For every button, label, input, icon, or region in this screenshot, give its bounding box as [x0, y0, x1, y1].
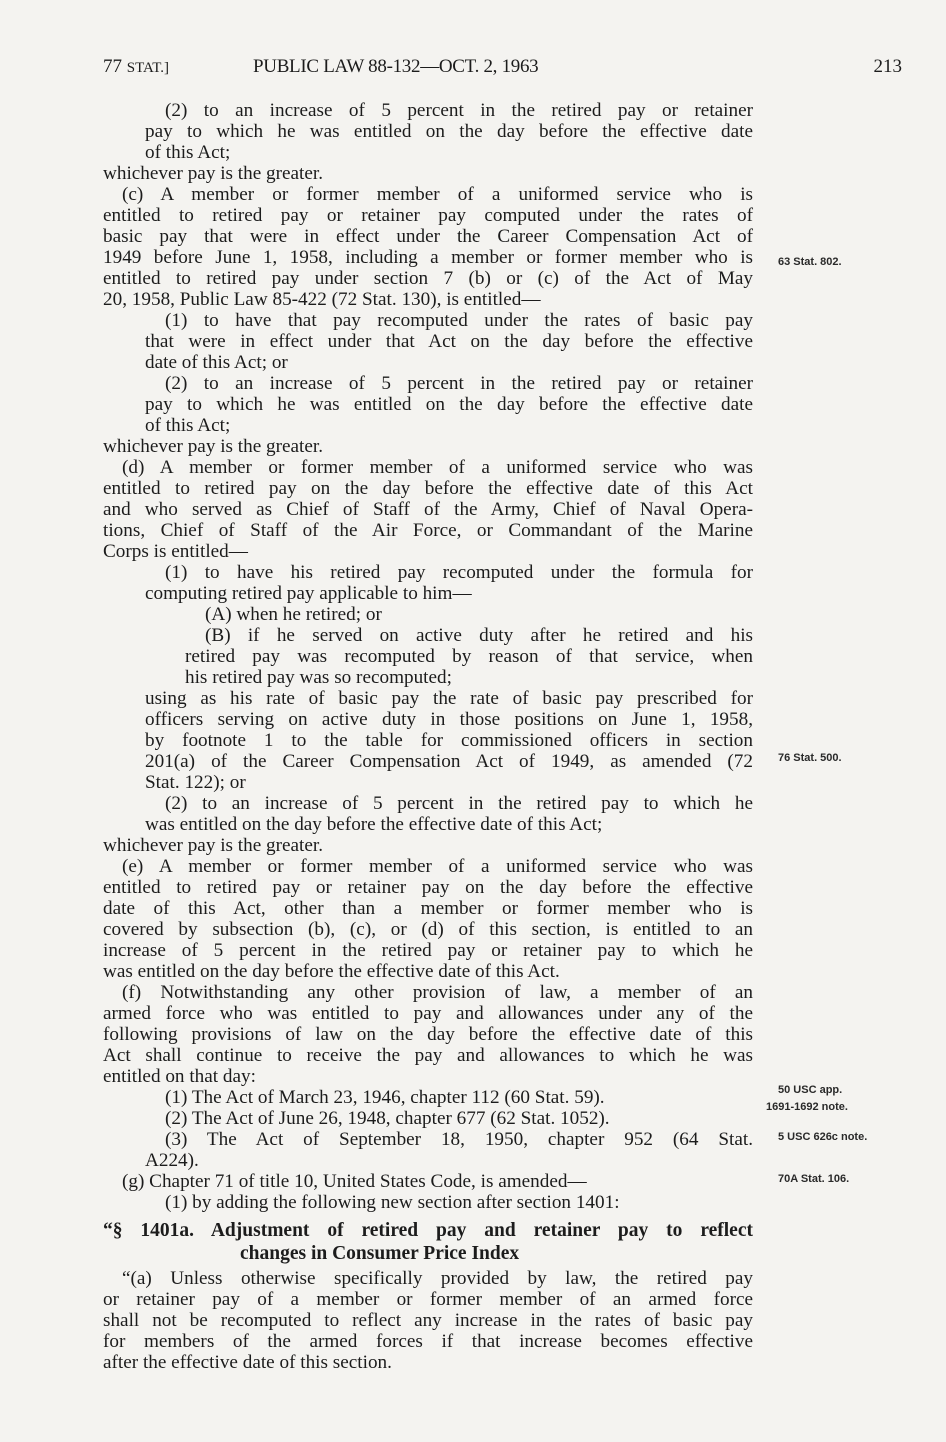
text-line: “(a) Unless otherwise specifically provided by law, the retired pay — [122, 1268, 753, 1289]
text-line: entitled on that day: — [103, 1066, 256, 1087]
text-line: and who served as Chief of Staff of the Army, Chief of Naval Opera- — [103, 499, 753, 520]
text-line: (1) The Act of March 23, 1946, chapter 112 (60 Stat. 59). — [165, 1087, 605, 1108]
text-line: Corps is entitled— — [103, 541, 248, 562]
text-line: for members of the armed forces if that increase becomes effective — [103, 1331, 753, 1352]
text-line: (1) to have that pay recomputed under the rates of basic pay — [165, 310, 753, 331]
text-line: entitled to retired pay on the day before the effective date of this Act — [103, 478, 753, 499]
text-line: after the effective date of this section. — [103, 1352, 392, 1373]
running-head-volume — [103, 56, 169, 78]
text-line: (1) by adding the following new section after section 1401: — [165, 1192, 620, 1213]
text-line: (1) to have his retired pay recomputed under the formula for — [165, 562, 753, 583]
text-line: basic pay that were in effect under the Career Compensation Act of — [103, 226, 753, 247]
text-line: (c) A member or former member of a uniformed service who is — [122, 184, 753, 205]
text-line: Stat. 122); or — [145, 772, 246, 793]
text-line: (2) to an increase of 5 percent in the retired pay or retainer — [165, 373, 753, 394]
text-line: that were in effect under that Act on the day before the effective — [145, 331, 753, 352]
text-line: pay to which he was entitled on the day before the effective date — [145, 121, 753, 142]
text-line: A224). — [145, 1150, 199, 1171]
text-line: armed force who was entitled to pay and allowances under any of the — [103, 1003, 753, 1024]
text-line: retired pay was recomputed by reason of that service, when — [185, 646, 753, 667]
text-line: computing retired pay applicable to him— — [145, 583, 472, 604]
margin-note: 70A Stat. 106. — [778, 1173, 850, 1185]
margin-note: 5 USC 626c note. — [778, 1131, 868, 1143]
statute-text — [103, 100, 753, 1213]
text-line: (g) Chapter 71 of title 10, United States Code, is amended— — [122, 1171, 587, 1192]
text-line: (2) to an increase of 5 percent in the retired pay to which he — [165, 793, 753, 814]
margin-note: 76 Stat. 500. — [778, 752, 842, 764]
text-line: (3) The Act of September 18, 1950, chapter 952 (64 Stat. — [165, 1129, 753, 1150]
text-line: (d) A member or former member of a uniformed service who was — [122, 457, 753, 478]
text-line: of this Act; — [145, 142, 231, 163]
text-line: (e) A member or former member of a uniformed service who was — [122, 856, 753, 877]
text-line: officers serving on active duty in those positions on June 1, 1958, — [145, 709, 753, 730]
text-line: increase of 5 percent in the retired pay or retainer pay to which he — [103, 940, 753, 961]
page-number: 213 — [873, 56, 902, 77]
document-body — [103, 100, 753, 1373]
text-line: 1949 before June 1, 1958, including a member or former member who is — [103, 247, 753, 268]
text-line: (f) Notwithstanding any other provision of law, a member of an — [122, 982, 753, 1003]
section-text — [103, 1268, 753, 1373]
text-line: his retired pay was so recomputed; — [185, 667, 452, 688]
section-heading-line: “§ 1401a. Adjustment of retired pay and retainer pay to reflect — [103, 1220, 753, 1241]
text-line: shall not be recomputed to reflect any increase in the rates of basic pay — [103, 1310, 753, 1331]
text-line: 201(a) of the Career Compensation Act of 1949, as amended (72 — [145, 751, 753, 772]
text-line: (A) when he retired; or — [205, 604, 382, 625]
volume-number: 77 — [103, 56, 122, 77]
text-line: entitled to retired pay under section 7 (b) or (c) of the Act of May — [103, 268, 753, 289]
text-line: entitled to retired pay or retainer pay computed under the rates of — [103, 205, 753, 226]
section-heading-line: changes in Consumer Price Index — [240, 1243, 520, 1264]
text-line: tions, Chief of Staff of the Air Force, or Commandant of the Marine — [103, 520, 753, 541]
text-line: (2) to an increase of 5 percent in the retired pay or retainer — [165, 100, 753, 121]
text-line: (B) if he served on active duty after he retired and his — [205, 625, 753, 646]
text-line: was entitled on the day before the effective date of this Act. — [103, 961, 560, 982]
text-line: date of this Act; or — [145, 352, 288, 373]
text-line: (2) The Act of June 26, 1948, chapter 677 (62 Stat. 1052). — [165, 1108, 610, 1129]
margin-note: 50 USC app. — [778, 1084, 843, 1096]
text-line: or retainer pay of a member or former member of an armed force — [103, 1289, 753, 1310]
margin-note: 1691-1692 note. — [766, 1101, 848, 1113]
text-line: whichever pay is the greater. — [103, 436, 324, 457]
text-line: of this Act; — [145, 415, 231, 436]
section-heading — [103, 1219, 753, 1265]
margin-note: 63 Stat. 802. — [778, 256, 842, 268]
text-line: by footnote 1 to the table for commissioned officers in section — [145, 730, 753, 751]
text-line: was entitled on the day before the effective date of this Act; — [145, 814, 603, 835]
text-line: whichever pay is the greater. — [103, 163, 324, 184]
text-line: whichever pay is the greater. — [103, 835, 324, 856]
text-line: 20, 1958, Public Law 85-422 (72 Stat. 130), is entitled— — [103, 289, 541, 310]
text-line: Act shall continue to receive the pay and allowances to which he was — [103, 1045, 753, 1066]
text-line: pay to which he was entitled on the day before the effective date — [145, 394, 753, 415]
text-line: following provisions of law on the day before the effective date of this — [103, 1024, 753, 1045]
text-line: entitled to retired pay or retainer pay on the day before the effective — [103, 877, 753, 898]
text-line: covered by subsection (b), (c), or (d) of this section, is entitled to an — [103, 919, 753, 940]
volume-suffix: STAT.] — [126, 60, 170, 76]
text-line: using as his rate of basic pay the rate of basic pay prescribed for — [145, 688, 753, 709]
running-head-title: PUBLIC LAW 88-132—OCT. 2, 1963 — [253, 56, 539, 77]
text-line: date of this Act, other than a member or former member who is — [103, 898, 753, 919]
